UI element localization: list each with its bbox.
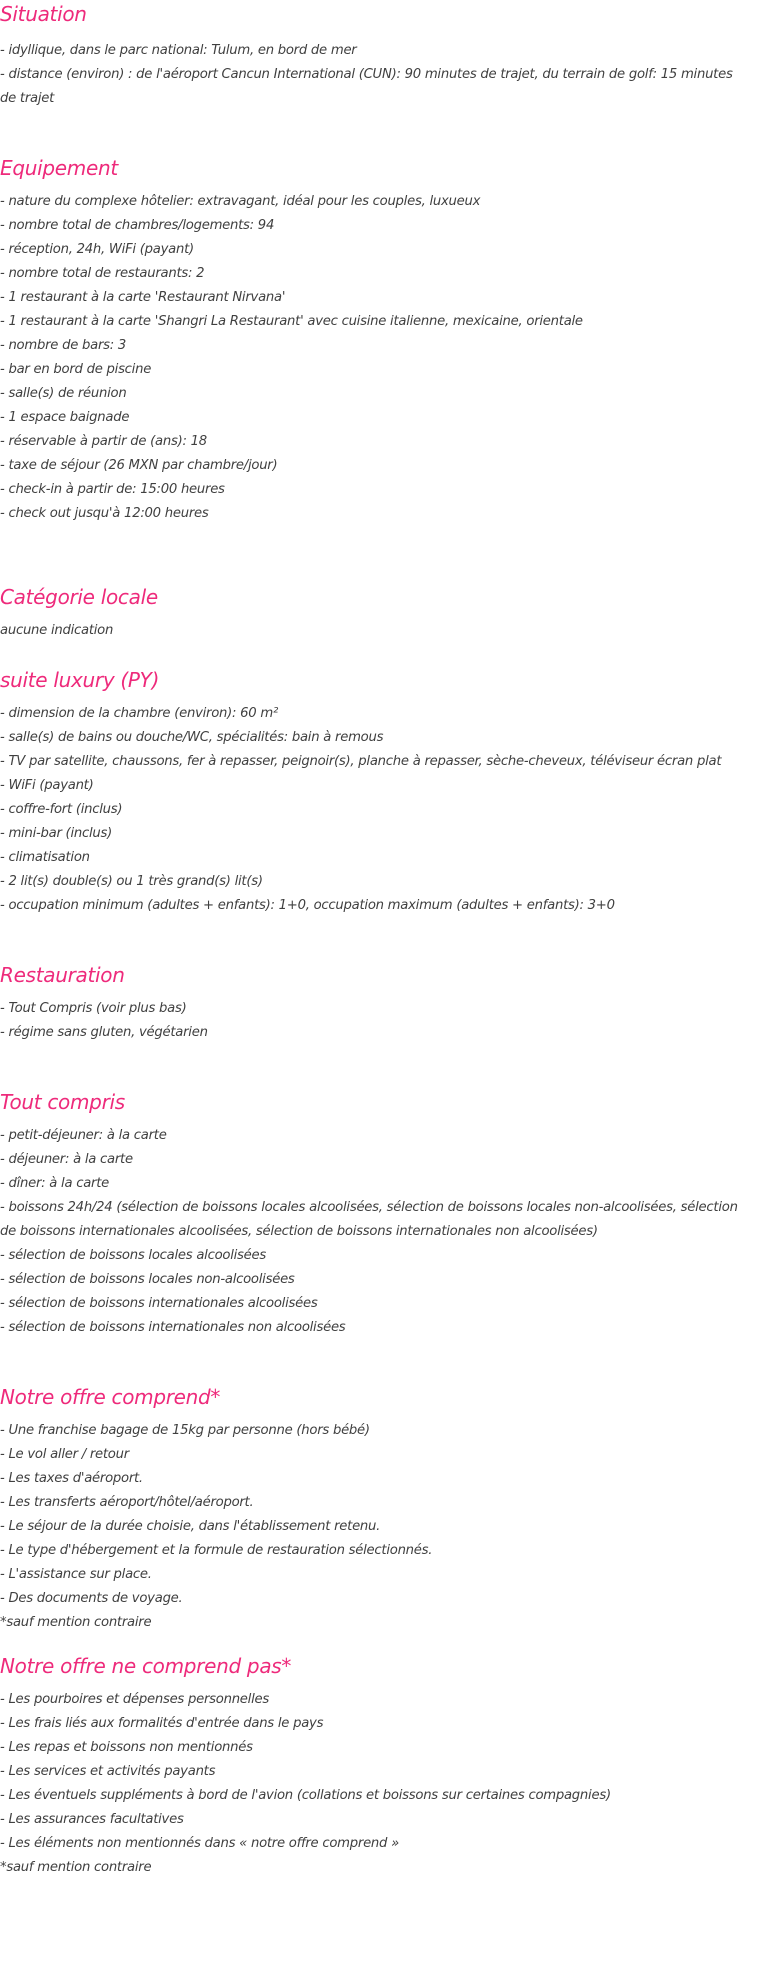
offre-non-title: Notre offre ne comprend pas* <box>0 1654 292 1678</box>
list-item: - Les éventuels suppléments à bord de l'avion (collations et boissons sur certaines compagnies) <box>0 1788 611 1803</box>
list-item: - 1 restaurant à la carte 'Restaurant Nirvana' <box>0 290 286 305</box>
list-item: - 2 lit(s) double(s) ou 1 très grand(s) lit(s) <box>0 874 263 889</box>
list-item: - déjeuner: à la carte <box>0 1152 133 1167</box>
list-item: - Tout Compris (voir plus bas) <box>0 1001 187 1016</box>
list-item: - Les repas et boissons non mentionnés <box>0 1740 253 1755</box>
offre-non-note: *sauf mention contraire <box>0 1860 152 1875</box>
list-item: - Le séjour de la durée choisie, dans l'établissement retenu. <box>0 1519 381 1534</box>
list-item: - WiFi (payant) <box>0 778 94 793</box>
categorie-title: Catégorie locale <box>0 585 158 609</box>
list-item: - check-in à partir de: 15:00 heures <box>0 482 225 497</box>
list-item: - dimension de la chambre (environ): 60 m² <box>0 706 279 721</box>
list-item: - TV par satellite, chaussons, fer à repasser, peignoir(s), planche à repasser, sèche-cheveux, téléviseur écran plat <box>0 754 722 769</box>
list-item: - climatisation <box>0 850 90 865</box>
restauration-list <box>0 997 742 1045</box>
list-item: - mini-bar (inclus) <box>0 826 113 841</box>
list-item: - sélection de boissons locales alcoolisées <box>0 1248 267 1263</box>
situation-title: Situation <box>0 2 87 26</box>
list-item: - réservable à partir de (ans): 18 <box>0 434 207 449</box>
list-item: - Les taxes d'aéroport. <box>0 1471 143 1486</box>
list-item: - Les services et activités payants <box>0 1764 216 1779</box>
suite-list <box>0 702 742 918</box>
list-item: - bar en bord de piscine <box>0 362 152 377</box>
list-item: - occupation minimum (adultes + enfants): 1+0, occupation maximum (adultes + enfants): 3+0 <box>0 898 615 913</box>
tout-compris-title: Tout compris <box>0 1090 125 1114</box>
list-item: - coffre-fort (inclus) <box>0 802 123 817</box>
list-item: - 1 espace baignade <box>0 410 130 425</box>
list-item: - salle(s) de réunion <box>0 386 127 401</box>
list-item: aucune indication <box>0 623 114 638</box>
list-item: - Les éléments non mentionnés dans « notre offre comprend » <box>0 1836 399 1851</box>
list-item: - sélection de boissons locales non-alcoolisées <box>0 1272 295 1287</box>
list-item: - check out jusqu'à 12:00 heures <box>0 506 209 521</box>
list-item: - Les frais liés aux formalités d'entrée dans le pays <box>0 1716 324 1731</box>
list-item: - dîner: à la carte <box>0 1176 110 1191</box>
list-item: - L'assistance sur place. <box>0 1567 152 1582</box>
list-item: - Le type d'hébergement et la formule de restauration sélectionnés. <box>0 1543 433 1558</box>
list-item: - distance (environ) : de l'aéroport Cancun International (CUN): 90 minutes de trajet, du terrain de golf: 15 minutes de trajet <box>0 67 733 106</box>
list-item: - petit-déjeuner: à la carte <box>0 1128 167 1143</box>
list-item: - nature du complexe hôtelier: extravagant, idéal pour les couples, luxueux <box>0 194 481 209</box>
list-item: - nombre total de chambres/logements: 94 <box>0 218 275 233</box>
list-item: - Une franchise bagage de 15kg par personne (hors bébé) <box>0 1423 370 1438</box>
offre-note: *sauf mention contraire <box>0 1615 152 1630</box>
offre-non-list <box>0 1688 742 1856</box>
offre-title: Notre offre comprend* <box>0 1385 221 1409</box>
list-item: - nombre de bars: 3 <box>0 338 127 353</box>
list-item: - Les assurances facultatives <box>0 1812 184 1827</box>
list-item: - taxe de séjour (26 MXN par chambre/jour) <box>0 458 278 473</box>
list-item: - réception, 24h, WiFi (payant) <box>0 242 194 257</box>
situation-list <box>0 39 742 111</box>
list-item: - nombre total de restaurants: 2 <box>0 266 205 281</box>
categorie-list <box>0 619 742 643</box>
list-item: - sélection de boissons internationales alcoolisées <box>0 1296 318 1311</box>
tout-compris-list <box>0 1124 742 1340</box>
list-item: - boissons 24h/24 (sélection de boissons locales alcoolisées, sélection de boissons locales non-alcoolisées, sélection de boissons internationales alcoolisées, sélection de boissons internationales non alcoolisées) <box>0 1200 738 1239</box>
list-item: - Le vol aller / retour <box>0 1447 129 1462</box>
list-item: - régime sans gluten, végétarien <box>0 1025 208 1040</box>
restauration-title: Restauration <box>0 963 125 987</box>
list-item: - sélection de boissons internationales non alcoolisées <box>0 1320 346 1335</box>
list-item: - idyllique, dans le parc national: Tulum, en bord de mer <box>0 43 357 58</box>
offre-list <box>0 1419 742 1611</box>
equipement-list <box>0 190 742 526</box>
suite-title: suite luxury (PY) <box>0 668 160 692</box>
list-item: - 1 restaurant à la carte 'Shangri La Restaurant' avec cuisine italienne, mexicaine, orientale <box>0 314 583 329</box>
list-item: - Les transferts aéroport/hôtel/aéroport. <box>0 1495 254 1510</box>
equipement-title: Equipement <box>0 156 118 180</box>
list-item: - salle(s) de bains ou douche/WC, spécialités: bain à remous <box>0 730 384 745</box>
list-item: - Des documents de voyage. <box>0 1591 183 1606</box>
list-item: - Les pourboires et dépenses personnelles <box>0 1692 269 1707</box>
